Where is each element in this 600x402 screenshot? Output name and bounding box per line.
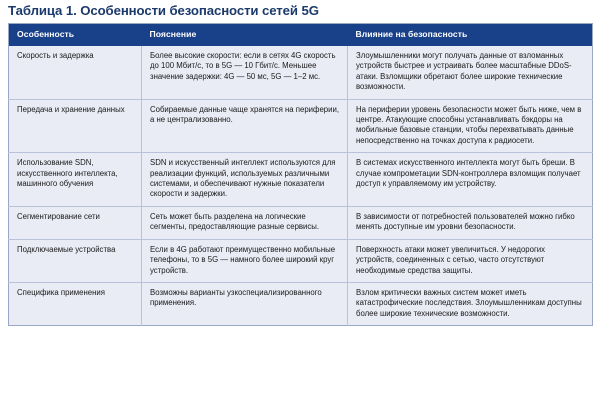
cell-explanation: SDN и искусственный интеллект используются для реализации функций, используемых различными системами, и обеспечивают нужные показатели скорости и задержки. bbox=[142, 153, 348, 207]
cell-explanation: Собираемые данные чаще хранятся на периферии, а не централизованно. bbox=[142, 99, 348, 153]
cell-explanation: Более высокие скорости: если в сетях 4G скорость до 100 Мбит/с, то в 5G — 10 Гбит/с. Меньшее значение задержки: 4G — 50 мс, 5G — 1–2 мс. bbox=[142, 46, 348, 99]
security-features-table bbox=[8, 23, 593, 326]
cell-feature: Подключаемые устройства bbox=[9, 239, 142, 282]
cell-feature: Использование SDN, искусственного интеллекта, машинного обучения bbox=[9, 153, 142, 207]
table-row bbox=[9, 153, 593, 207]
table-header bbox=[9, 24, 593, 47]
column-header-explanation: Пояснение bbox=[142, 24, 348, 47]
cell-feature: Сегментирование сети bbox=[9, 206, 142, 239]
cell-impact: Поверхность атаки может увеличиться. У недорогих устройств, соединенных с сетью, часто отсутствуют необходимые средства защиты. bbox=[348, 239, 593, 282]
table-row bbox=[9, 282, 593, 325]
cell-explanation: Возможны варианты узкоспециализированного применения. bbox=[142, 282, 348, 325]
cell-feature: Передача и хранение данных bbox=[9, 99, 142, 153]
table-body bbox=[9, 46, 593, 326]
cell-impact: Взлом критически важных систем может иметь катастрофические последствия. Злоумышленникам доступны более широкие технические возможности. bbox=[348, 282, 593, 325]
table-header-row bbox=[9, 24, 593, 47]
cell-impact: Злоумышленники могут получать данные от взломанных устройств быстрее и устраивать более масштабные DDoS-атаки. Взломщики обретают более широкие технические возможности. bbox=[348, 46, 593, 99]
cell-impact: На периферии уровень безопасности может быть ниже, чем в центре. Атакующие способны устанавливать бэкдоры на мобильные базовые станции, чтобы перехватывать данные непосредственно на точках доступа к радиосети. bbox=[348, 99, 593, 153]
cell-explanation: Сеть может быть разделена на логические сегменты, предоставляющие разные сервисы. bbox=[142, 206, 348, 239]
cell-explanation: Если в 4G работают преимущественно мобильные телефоны, то в 5G — намного более широкий круг устройств. bbox=[142, 239, 348, 282]
cell-impact: В системах искусственного интеллекта могут быть бреши. В случае компрометации SDN-контроллера взломщик получает доступ к управляемому им устройству. bbox=[348, 153, 593, 207]
cell-feature: Специфика применения bbox=[9, 282, 142, 325]
cell-feature: Скорость и задержка bbox=[9, 46, 142, 99]
table-row bbox=[9, 46, 593, 99]
table-row bbox=[9, 206, 593, 239]
table-caption: Таблица 1. Особенности безопасности сетей 5G bbox=[8, 3, 319, 18]
table-row bbox=[9, 239, 593, 282]
column-header-feature: Особенность bbox=[9, 24, 142, 47]
column-header-impact: Влияние на безопасность bbox=[348, 24, 593, 47]
cell-impact: В зависимости от потребностей пользователей можно гибко менять доступные им уровни безопасности. bbox=[348, 206, 593, 239]
table-row bbox=[9, 99, 593, 153]
